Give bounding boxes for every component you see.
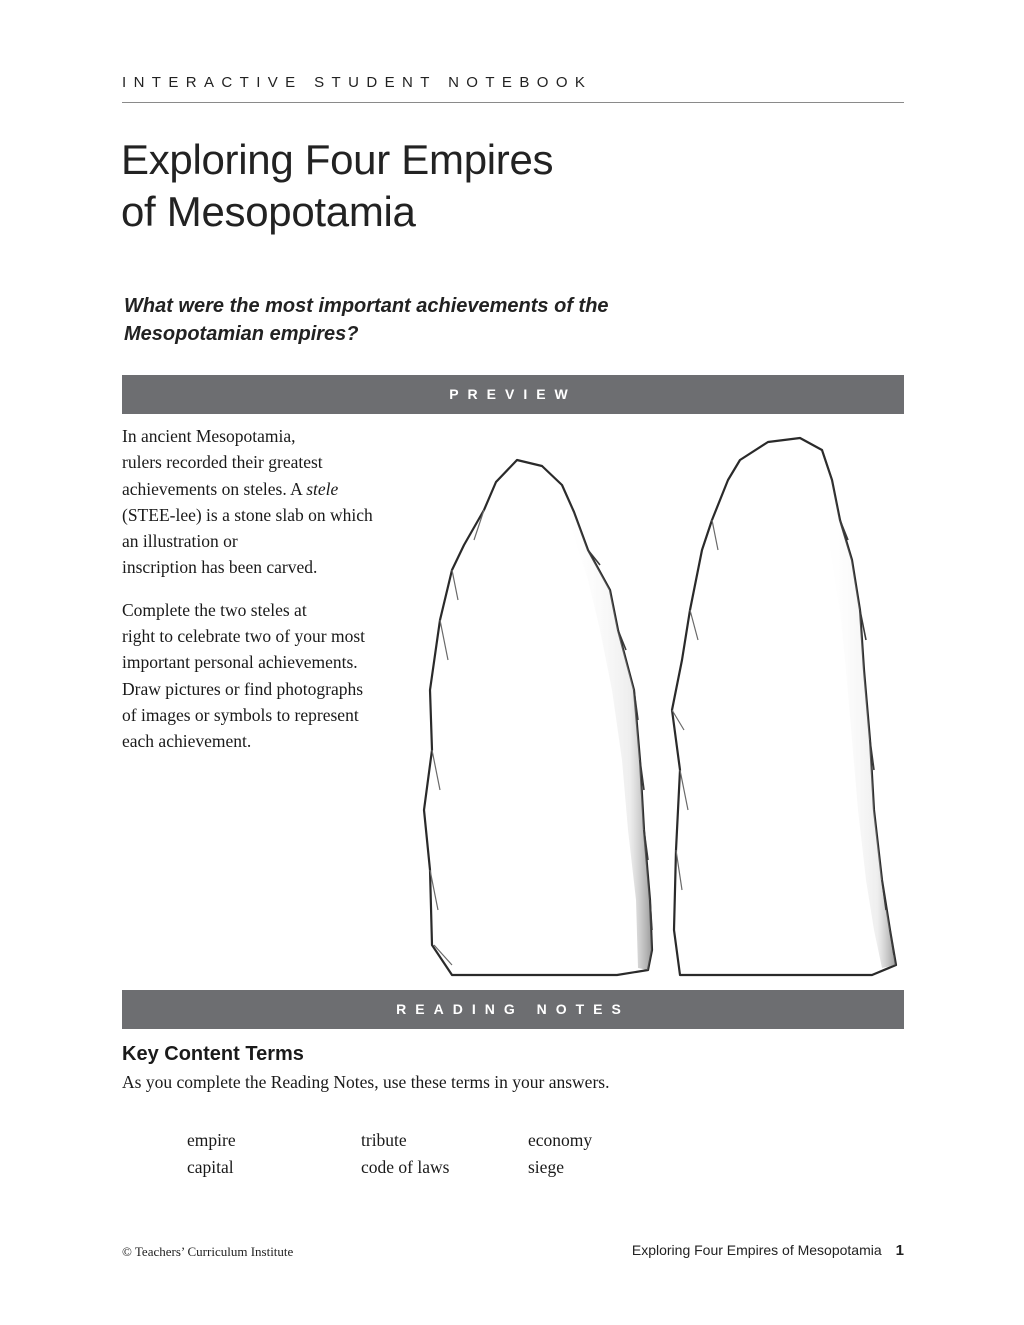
stele-term: stele xyxy=(306,478,339,499)
preview-p1-line: rulers recorded their greatest xyxy=(122,452,323,473)
preview-p1-line: an illustration or xyxy=(122,531,238,552)
preview-text xyxy=(122,423,404,771)
essential-question xyxy=(124,292,609,348)
preview-p1-line: inscription has been carved. xyxy=(122,557,318,578)
term-item: empire xyxy=(187,1130,236,1150)
preview-p1-line: achievements on steles. A xyxy=(122,478,307,499)
preview-p1-line: (STEE-lee) is a stone slab on which xyxy=(122,504,373,525)
reading-notes-section-bar: READING NOTES xyxy=(122,990,904,1029)
question-line-1: What were the most important achievements of the xyxy=(124,295,609,317)
page-number: 1 xyxy=(895,1242,904,1259)
page-title xyxy=(121,134,553,238)
preview-p2-line: Draw pictures or find photographs xyxy=(122,678,364,699)
stele-left[interactable] xyxy=(424,460,652,975)
page-footer xyxy=(632,1242,904,1259)
preview-paragraph-2 xyxy=(122,597,404,755)
term-item: economy xyxy=(528,1130,593,1150)
header-divider xyxy=(122,102,904,103)
stele-illustrations xyxy=(412,430,904,985)
preview-paragraph-1 xyxy=(122,423,404,581)
preview-section-bar: PREVIEW xyxy=(122,375,904,414)
preview-p2-line: right to celebrate two of your most xyxy=(122,626,365,647)
key-terms-instructions: As you complete the Reading Notes, use these terms in your answers. xyxy=(122,1072,610,1092)
key-content-terms-heading: Key Content Terms xyxy=(122,1043,304,1065)
preview-p2-line: important personal achievements. xyxy=(122,652,358,673)
stele-right[interactable] xyxy=(672,438,896,975)
copyright-notice: © Teachers’ Curriculum Institute xyxy=(122,1244,294,1259)
title-line-1: Exploring Four Empires xyxy=(121,136,554,183)
term-item: code of laws xyxy=(361,1157,450,1177)
footer-page-title: Exploring Four Empires of Mesopotamia xyxy=(631,1242,882,1258)
notebook-header-label: INTERACTIVE STUDENT NOTEBOOK xyxy=(122,74,593,91)
term-item: tribute xyxy=(361,1130,407,1150)
term-item: siege xyxy=(528,1157,564,1177)
question-line-2: Mesopotamian empires? xyxy=(124,323,359,345)
preview-p2-line: Complete the two steles at xyxy=(122,599,307,620)
preview-p2-line: of images or symbols to represent xyxy=(122,704,359,725)
key-terms-list xyxy=(187,1128,688,1179)
term-item: capital xyxy=(187,1157,234,1177)
preview-p1-line: In ancient Mesopotamia, xyxy=(122,426,296,446)
preview-p2-line: each achievement. xyxy=(122,731,252,752)
title-line-2: of Mesopotamia xyxy=(121,188,416,235)
